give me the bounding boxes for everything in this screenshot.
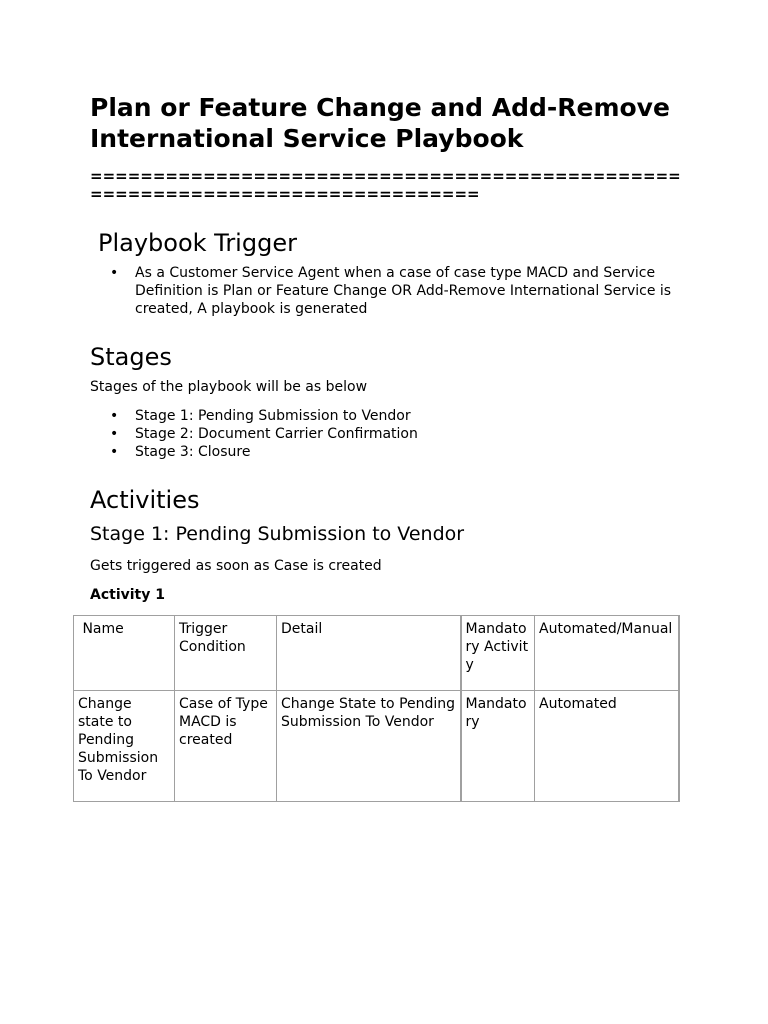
stage-item-text: Stage 2: Document Carrier Confirmation	[135, 426, 418, 442]
list-item	[90, 264, 680, 318]
table-header-cell: Automated/Manual	[535, 616, 679, 691]
table-header-cell: Detail	[277, 616, 461, 691]
table-cell: Case of Type MACD is created	[175, 691, 277, 802]
table-header-row	[74, 616, 679, 691]
table-header-cell: Mandatory Activity	[461, 616, 535, 691]
bullet-icon: •	[110, 426, 119, 442]
table-header-cell: Name	[74, 616, 175, 691]
bullet-icon: •	[110, 265, 119, 281]
trigger-list	[90, 264, 680, 318]
document-title: Plan or Feature Change and Add-Remove International Service Playbook	[90, 93, 670, 153]
stage1-heading: Stage 1: Pending Submission to Vendor	[90, 523, 465, 545]
activities-heading: Activities	[90, 486, 200, 514]
table-cell: Automated	[535, 691, 679, 802]
stages-intro: Stages of the playbook will be as below	[90, 379, 368, 395]
stages-list	[90, 407, 680, 461]
activity-label: Activity 1	[90, 587, 165, 603]
list-item	[90, 443, 680, 461]
bullet-icon: •	[110, 444, 119, 460]
trigger-text: As a Customer Service Agent when a case of case type MACD and Service Definition is Plan or Feature Change OR Add-Remove International Service is created, A playbook is generated	[135, 265, 672, 317]
table-header-cell: Trigger Condition	[175, 616, 277, 691]
list-item	[90, 425, 680, 443]
table-cell: Mandatory	[461, 691, 535, 802]
table-cell: Change state to Pending Submission To Vendor	[74, 691, 175, 802]
stages-heading: Stages	[90, 343, 172, 371]
stage-item-text: Stage 3: Closure	[135, 444, 251, 460]
title-separator: ==============================================================================	[90, 167, 681, 203]
activity-table	[73, 615, 680, 802]
stage-item-text: Stage 1: Pending Submission to Vendor	[135, 408, 411, 424]
bullet-icon: •	[110, 408, 119, 424]
stage1-description: Gets triggered as soon as Case is created	[90, 558, 382, 574]
table-cell: Change State to Pending Submission To Vendor	[277, 691, 461, 802]
playbook-trigger-heading: Playbook Trigger	[98, 229, 297, 257]
list-item	[90, 407, 680, 425]
table-row	[74, 691, 679, 802]
